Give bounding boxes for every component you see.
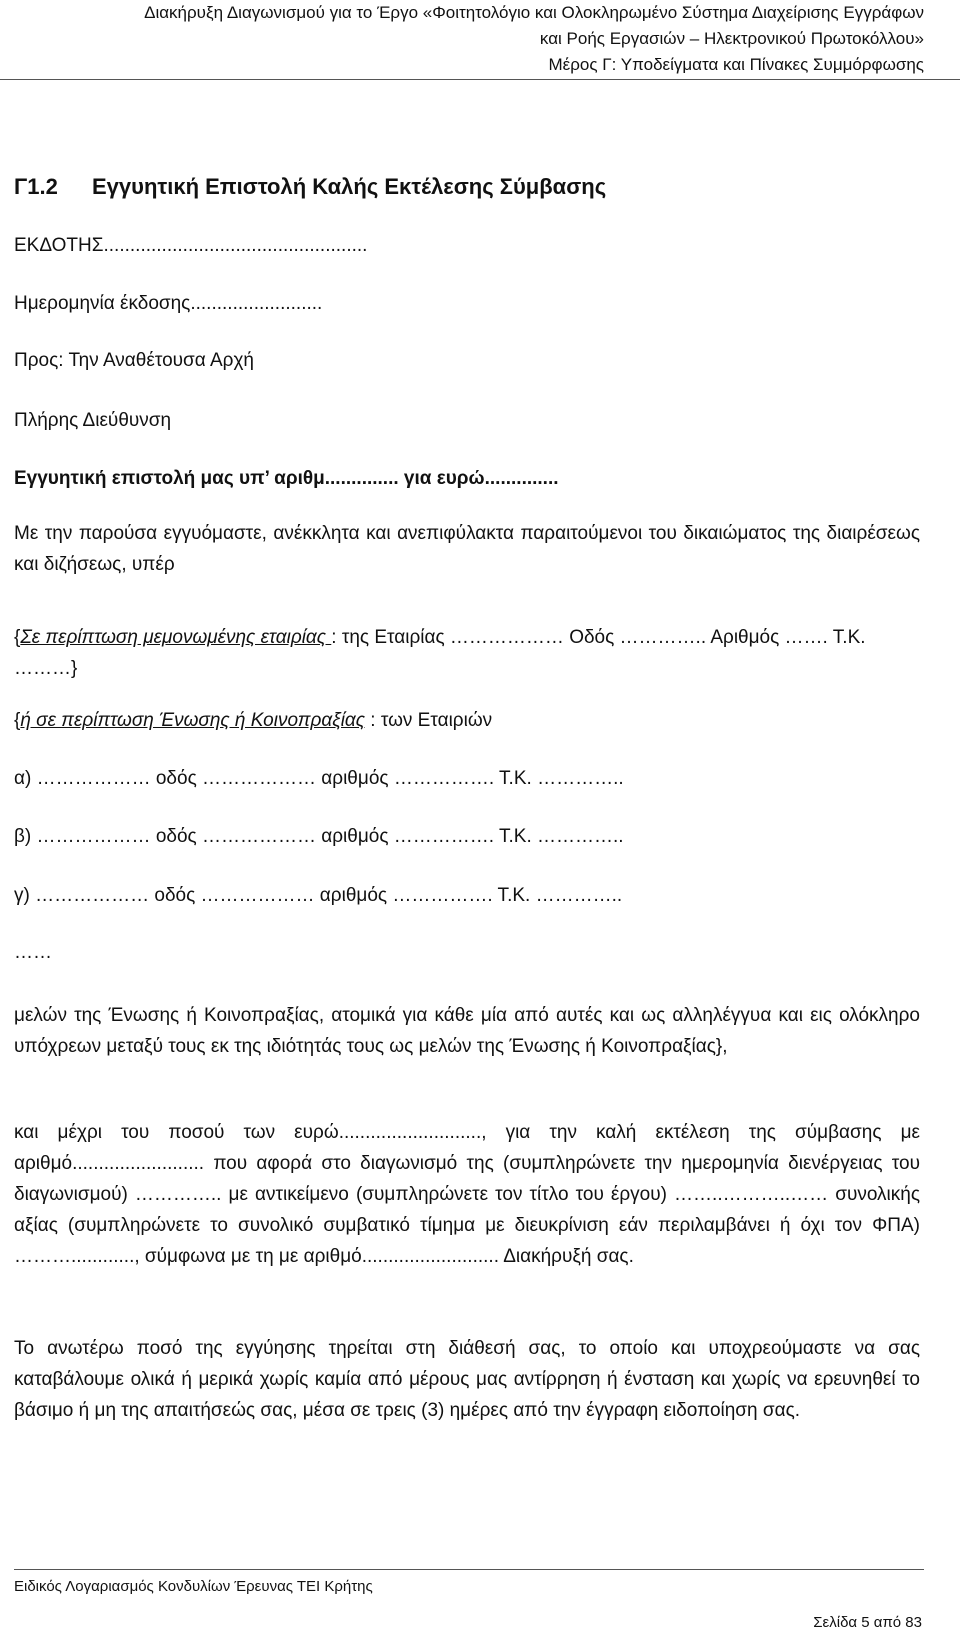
header-line-1: Διακήρυξη Διαγωνισμού για το Έργο «Φοιτητολόγιο και Ολοκληρωμένο Σύστημα Διαχείρισης Εγγράφων (144, 3, 924, 22)
address-line: Πλήρης Διεύθυνση (14, 410, 172, 431)
page-number: Σελίδα 5 από 83 (813, 1614, 922, 1631)
section-number: Γ1.2 (14, 174, 58, 199)
section-heading (14, 172, 920, 202)
section-title: Εγγυητική Επιστολή Καλής Εκτέλεσης Σύμβασης (92, 174, 607, 199)
member-line-more: …… (14, 942, 52, 963)
footer-divider (14, 1569, 924, 1570)
document-body (14, 172, 920, 1421)
members-clause-paragraph: μελών της Ένωσης ή Κοινοπραξίας, ατομικά για κάθε μία από αυτές και ως αλληλέγγυα και εις ολόκληρο υπόχρεων μεταξύ τους εκ της ιδιότητάς τους ως μελών της Ένωσης ή Κοινοπραξίας}, (14, 1005, 920, 1057)
intro-paragraph: Με την παρούσα εγγυόμαστε, ανέκκλητα και ανεπιφύλακτα παραιτούμενοι του δικαιώματος της διαιρέσεως και διζήσεως, υπέρ (14, 523, 920, 575)
member-line-c: γ) ……………… οδός ……………… αριθμός ……………. Τ.Κ. ………….. (14, 885, 623, 906)
header-divider (0, 79, 960, 80)
guarantee-clause-paragraph: Το ανωτέρω ποσό της εγγύησης τηρείται στη διάθεσή σας, το οποίο και υποχρεούμαστε να σας καταβάλουμε ολικά ή μερικά χωρίς καμία από μέρους μας αντίρρηση ή ένσταση και χωρίς να ερευνηθεί το βάσιμο ή μη της απαιτήσεώς σας, μέσα σε τρεις (3) ημέρες από την έγγραφη ειδοποίηση σας. (14, 1338, 920, 1421)
consortium-details: : των Εταιριών (365, 710, 493, 731)
consortium-case-label: ή σε περίπτωση Ένωσης ή Κοινοπραξίας (20, 710, 365, 731)
member-line-a: α) ……………… οδός ……………… αριθμός ……………. Τ.Κ. ………….. (14, 768, 624, 789)
brace-open: { (14, 627, 21, 648)
member-line-b: β) ……………… οδός ……………… αριθμός ……………. Τ.Κ. ………….. (14, 826, 624, 847)
single-company-paragraph (14, 622, 920, 684)
single-company-details: : της Εταιρίας ……………… Οδός ………….. Αριθμός ……. Τ.Κ. ………} (14, 627, 866, 679)
brace-open: { (14, 710, 21, 731)
consortium-paragraph (14, 707, 492, 735)
header-line-2: και Ροής Εργασιών – Ηλεκτρονικού Πρωτοκόλλου» (539, 29, 924, 48)
amount-clause-paragraph: και μέχρι του ποσού των ευρώ..........................., για την καλή εκτέλεση της σύμβασης με αριθμό......................... που αφορά στο διαγωνισμό της (συμπληρώνετε την ημερομηνία διενέργειας του διαγωνισμού) ………….. με αντικείμενο (συμπληρώνετε τον τίτλο του έργου) ……..………..…… συνολικής αξίας (συμπληρώνετε το συνολικό συμβατικό τίμημα με διευκρίνιση εάν περιλαμβάνει ή όχι τον ΦΠΑ) ………............, σύμφωνα με τη με αριθμό.......................... Διακήρυξή σας. (14, 1122, 920, 1267)
header-line-3: Μέρος Γ: Υποδείγματα και Πίνακες Συμμόρφωσης (548, 55, 924, 74)
page-header (24, 0, 924, 78)
issuer-line: ΕΚΔΟΤΗΣ.................................................. (14, 235, 368, 256)
recipient-line: Προς: Την Αναθέτουσα Αρχή (14, 350, 254, 371)
footer-organization: Ειδικός Λογαριασμός Κονδυλίων Έρευνας ΤΕΙ Κρήτης (14, 1578, 373, 1595)
single-company-case-label: Σε περίπτωση μεμονωμένης εταιρίας (20, 627, 332, 648)
letter-reference: Εγγυητική επιστολή μας υπ’ αριθμ.............. για ευρώ.............. (14, 468, 559, 489)
issue-date-line: Ημερομηνία έκδοσης......................... (14, 293, 323, 314)
